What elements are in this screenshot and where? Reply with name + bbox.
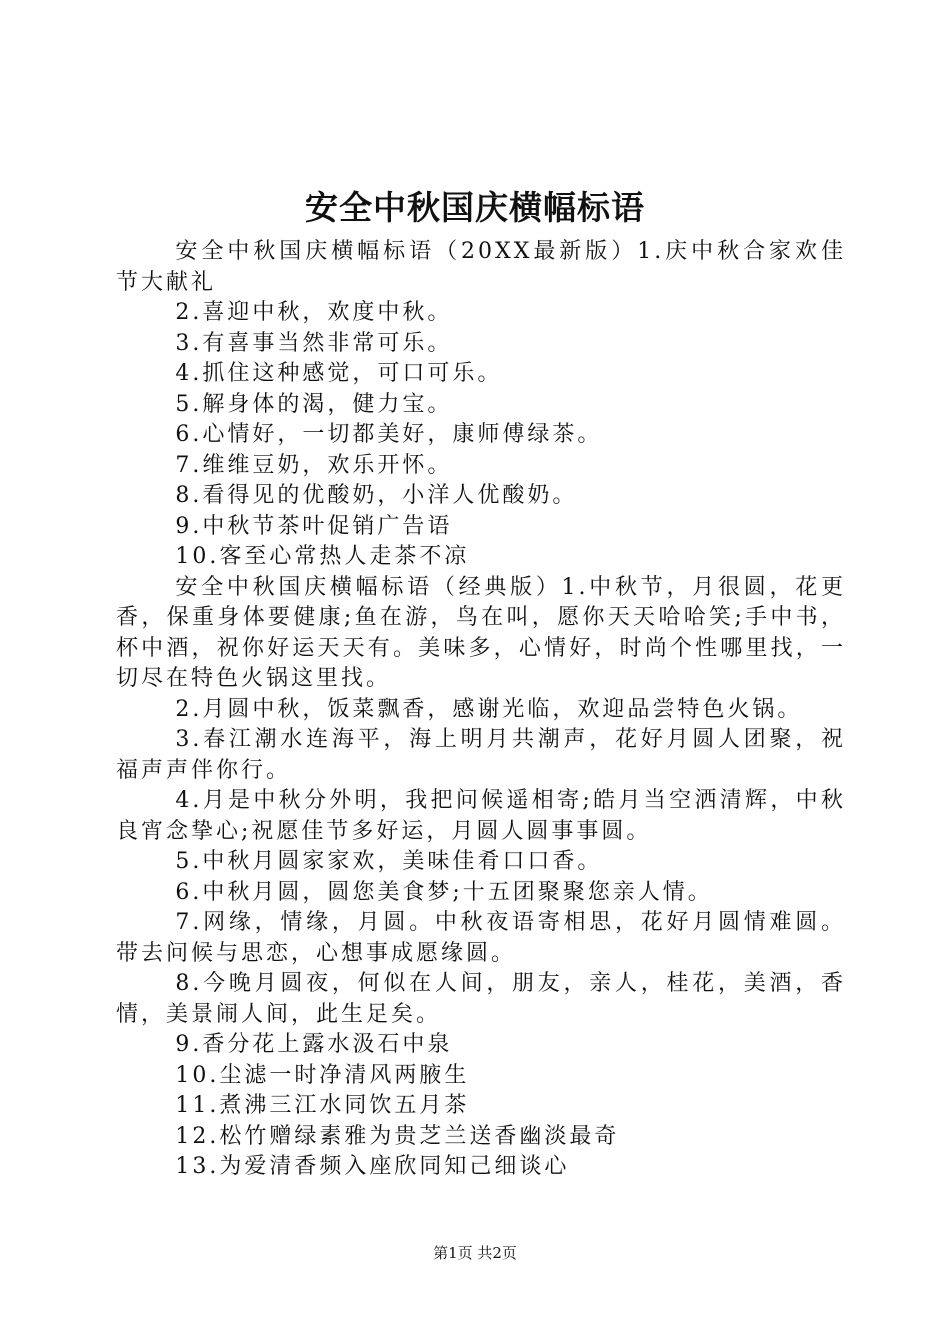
paragraph: 2.喜迎中秋，欢度中秋。 bbox=[175, 300, 453, 325]
paragraph: 5.解身体的渴，健力宝。 bbox=[175, 391, 453, 417]
paragraph: 6.中秋月圆，圆您美食梦;十五团聚聚您亲人情。 bbox=[175, 879, 713, 905]
page-footer: 第1页 共2页 bbox=[433, 1244, 517, 1262]
document-title: 安全中秋国庆横幅标语 bbox=[305, 188, 645, 227]
document-body bbox=[116, 237, 846, 1183]
paragraph: 8.看得见的优酸奶，小洋人优酸奶。 bbox=[175, 483, 578, 508]
paragraph: 10.尘滤一时净清风两腋生 bbox=[175, 1062, 470, 1088]
paragraph: 11.煮沸三江水同饮五月茶 bbox=[175, 1093, 470, 1118]
paragraph: 8.今晚月圆夜，何似在人间，朋友，亲人，桂花，美酒，香情，美景闹人间，此生足矣。 bbox=[116, 971, 846, 1027]
paragraph: 6.心情好，一切都美好，康师傅绿茶。 bbox=[175, 422, 603, 447]
paragraph: 13.为爱清香频入座欣同知己细谈心 bbox=[175, 1154, 570, 1179]
paragraph: 4.抓住这种感觉，可口可乐。 bbox=[175, 361, 503, 386]
paragraph: 5.中秋月圆家家欢，美味佳肴口口香。 bbox=[175, 849, 603, 874]
paragraph: 9.香分花上露水汲石中泉 bbox=[175, 1032, 453, 1057]
paragraph: 3.有喜事当然非常可乐。 bbox=[175, 330, 453, 356]
paragraph: 3.春江潮水连海平，海上明月共潮声，花好月圆人团聚，祝福声声伴你行。 bbox=[116, 727, 846, 783]
paragraph: 12.松竹赠绿素雅为贵芝兰送香幽淡最奇 bbox=[175, 1123, 620, 1149]
paragraph: 7.维维豆奶，欢乐开怀。 bbox=[175, 452, 453, 478]
paragraph: 安全中秋国庆横幅标语（经典版）1.中秋节，月很圆，花更香，保重身体要健康;鱼在游，鸟在叫，愿你天天哈哈笑;手中书，杯中酒，祝你好运天天有。美味多，心情好，时尚个性哪里找，一切尽在特色火锅这里找。 bbox=[116, 574, 846, 691]
paragraph: 4.月是中秋分外明，我把问候遥相寄;皓月当空洒清辉，中秋良宵念挚心;祝愿佳节多好运，月圆人圆事事圆。 bbox=[116, 788, 846, 844]
paragraph: 安全中秋国庆横幅标语（20XX最新版）1.庆中秋合家欢佳节大献礼 bbox=[116, 239, 846, 295]
paragraph: 9.中秋节茶叶促销广告语 bbox=[175, 513, 453, 539]
paragraph: 2.月圆中秋，饭菜飘香，感谢光临，欢迎品尝特色火锅。 bbox=[175, 696, 803, 722]
paragraph: 10.客至心常热人走茶不凉 bbox=[175, 544, 470, 569]
paragraph: 7.网缘，情缘，月圆。中秋夜语寄相思，花好月圆情难圆。带去问候与思恋，心想事成愿缘圆。 bbox=[116, 910, 846, 966]
